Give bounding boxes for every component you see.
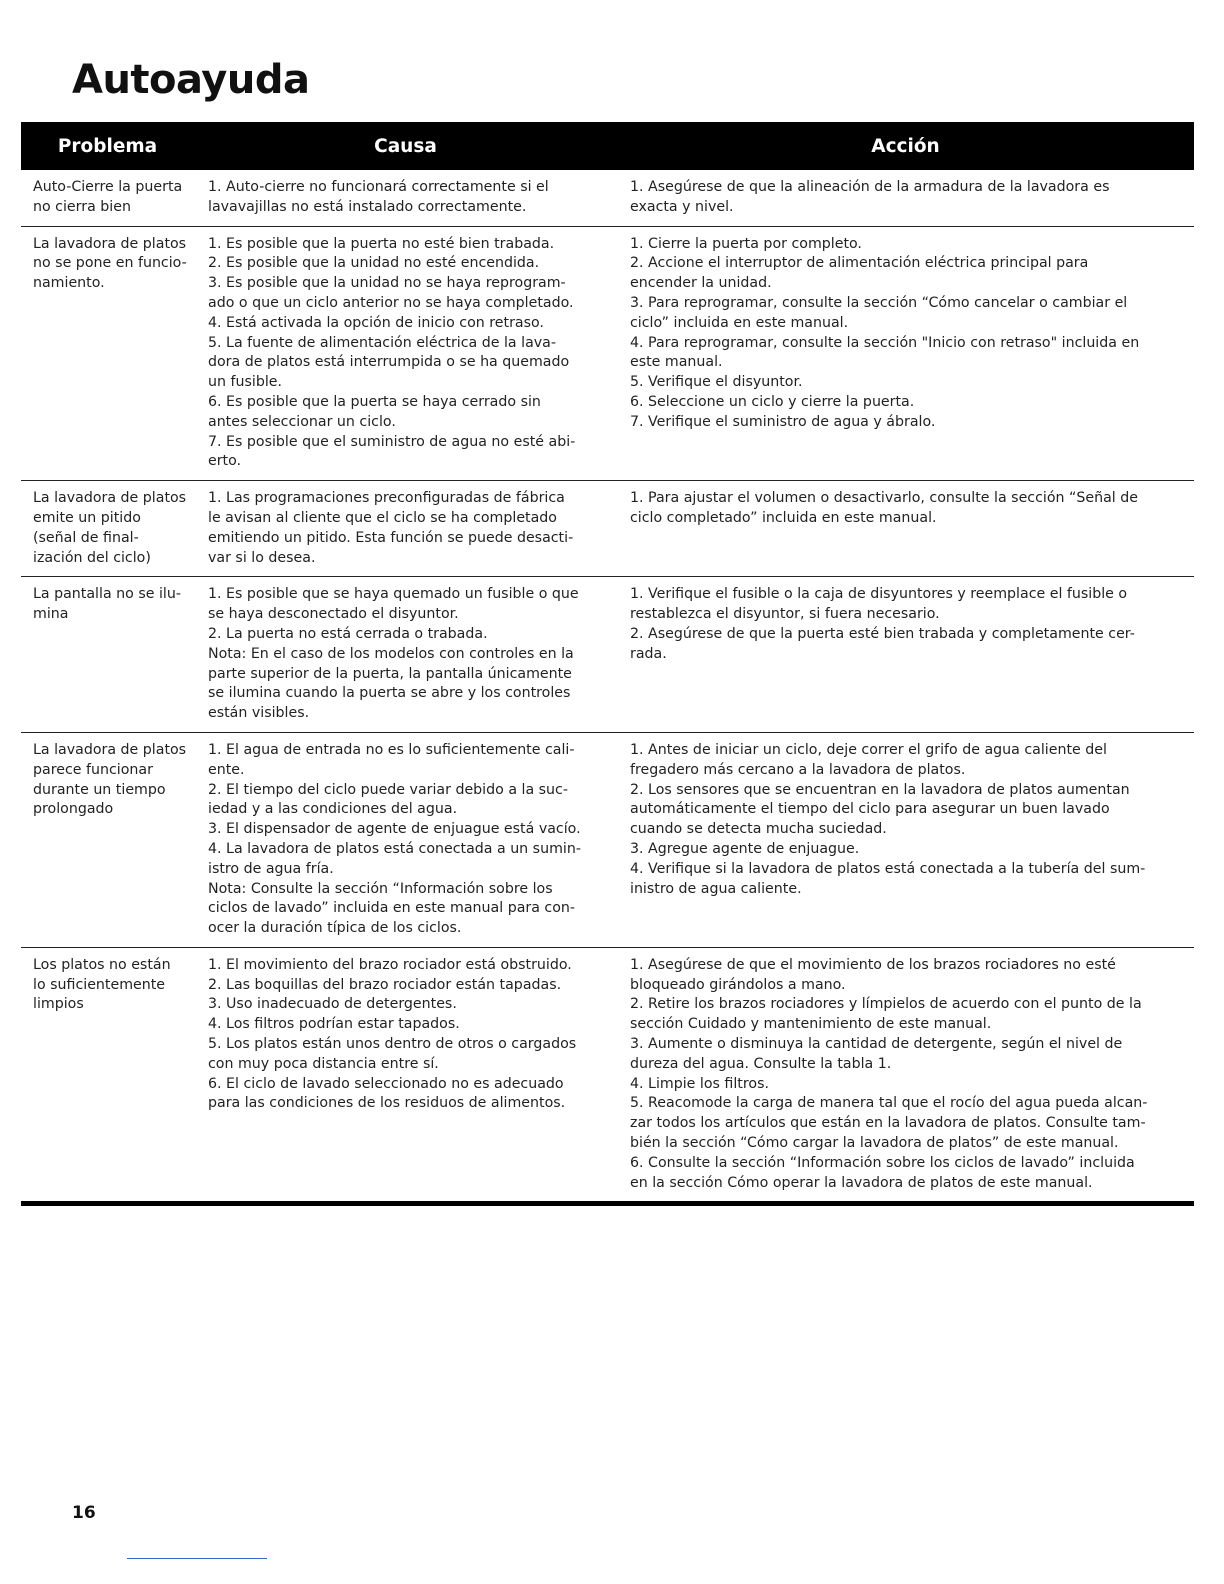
table-body: [21, 170, 1194, 1204]
action-cell: [617, 947, 1194, 1204]
action-text-line: sección Cuidado y mantenimiento de este manual.: [630, 1016, 992, 1033]
troubleshooting-table-container: [21, 122, 1194, 1206]
cause-text-line: antes seleccionar un ciclo.: [208, 413, 396, 430]
action-text-line: restablezca el disyuntor, si fuera necesario.: [630, 606, 940, 623]
action-text-line: automáticamente el tiempo del ciclo para asegurar un buen lavado: [630, 801, 1110, 818]
action-text-line: 4. Limpie los filtros.: [630, 1075, 769, 1092]
cause-text-line: lavavajillas no está instalado correctamente.: [208, 198, 527, 215]
problem-cell: [21, 577, 194, 733]
cause-text-line: emitiendo un pitido. Esta función se puede desacti-: [208, 529, 574, 546]
cause-text-line: 3. Uso inadecuado de detergentes.: [208, 996, 457, 1013]
cause-text-line: dora de platos está interrumpida o se ha quemado: [208, 354, 570, 371]
action-text-line: 3. Agregue agente de enjuague.: [630, 840, 860, 857]
table-row: [21, 577, 1194, 733]
cause-text-line: están visibles.: [208, 705, 310, 722]
action-text-line: encender la unidad.: [630, 275, 772, 292]
problem-text-line: (señal de final-: [33, 529, 139, 546]
cause-text-line: 2. La puerta no está cerrada o trabada.: [208, 625, 488, 642]
problem-text-line: no cierra bien: [33, 198, 131, 215]
problem-cell: [21, 732, 194, 947]
problem-text-line: emite un pitido: [33, 509, 141, 526]
problem-text-line: lo suficientemente: [33, 976, 166, 993]
troubleshooting-table: [21, 122, 1194, 1206]
cause-text-line: 1. Las programaciones preconfiguradas de fábrica: [208, 490, 565, 507]
action-text-line: 1. Asegúrese de que el movimiento de los brazos rociadores no esté: [630, 956, 1116, 973]
table-header: [21, 122, 1194, 170]
cause-text-line: 2. Las boquillas del brazo rociador están tapadas.: [208, 976, 562, 993]
action-text-line: 1. Cierre la puerta por completo.: [630, 235, 862, 252]
action-text-line: dureza del agua. Consulte la tabla 1.: [630, 1055, 892, 1072]
cause-text-line: 1. Auto-cierre no funcionará correctamente si el: [208, 179, 549, 195]
problem-text-line: ización del ciclo): [33, 549, 151, 566]
problem-text-line: Auto-Cierre la puerta: [33, 179, 183, 195]
cause-text-line: 1. El agua de entrada no es lo suficientemente cali-: [208, 741, 575, 758]
cause-text-line: 1. Es posible que se haya quemado un fusible o que: [208, 586, 579, 603]
problem-cell: [21, 947, 194, 1204]
action-text-line: 6. Consulte la sección “Información sobre los ciclos de lavado” incluida: [630, 1154, 1135, 1171]
problem-text-line: Los platos no están: [33, 956, 171, 973]
cause-text-line: ciclos de lavado” incluida en este manual para con-: [208, 900, 576, 917]
action-text-line: 1. Para ajustar el volumen o desactivarlo, consulte la sección “Señal de: [630, 490, 1138, 507]
cause-text-line: 7. Es posible que el suministro de agua no esté abi-: [208, 433, 576, 450]
cause-text-line: Nota: En el caso de los modelos con controles en la: [208, 645, 574, 662]
action-text-line: inistro de agua caliente.: [630, 880, 802, 897]
cause-text-line: istro de agua fría.: [208, 860, 334, 877]
action-cell: [617, 170, 1194, 226]
action-text-line: ciclo completado” incluida en este manual.: [630, 509, 937, 526]
cause-cell: [194, 170, 617, 226]
action-text-line: exacta y nivel.: [630, 198, 734, 215]
cause-text-line: 6. El ciclo de lavado seleccionado no es adecuado: [208, 1075, 564, 1092]
header-causa: Causa: [374, 135, 437, 157]
header-accion: Acción: [871, 135, 940, 157]
cause-text-line: para las condiciones de los residuos de alimentos.: [208, 1095, 566, 1112]
cause-text-line: 5. Los platos están unos dentro de otros o cargados: [208, 1036, 577, 1053]
cause-text-line: 1. Es posible que la puerta no esté bien trabada.: [208, 235, 555, 252]
cause-text-line: 3. Es posible que la unidad no se haya reprogram-: [208, 275, 566, 292]
action-text-line: fregadero más cercano a la lavadora de platos.: [630, 761, 966, 778]
action-text-line: bién la sección “Cómo cargar la lavadora de platos” de este manual.: [630, 1135, 1119, 1152]
cause-text-line: le avisan al cliente que el ciclo se ha completado: [208, 509, 557, 526]
action-text-line: 7. Verifique el suministro de agua y ábralo.: [630, 413, 936, 430]
cause-text-line: 4. La lavadora de platos está conectada a un sumin-: [208, 840, 581, 857]
header-row: [21, 122, 1194, 170]
table-row: [21, 947, 1194, 1204]
table-row: [21, 481, 1194, 577]
action-cell: [617, 577, 1194, 733]
action-text-line: 3. Para reprogramar, consulte la sección “Cómo cancelar o cambiar el: [630, 294, 1128, 311]
action-text-line: 6. Seleccione un ciclo y cierre la puerta.: [630, 393, 915, 410]
action-cell: [617, 732, 1194, 947]
action-text-line: ciclo” incluida en este manual.: [630, 314, 849, 331]
problem-text-line: parece funcionar: [33, 761, 153, 778]
cause-text-line: 4. Los filtros podrían estar tapados.: [208, 1016, 460, 1033]
page-number: 16: [72, 1503, 96, 1523]
header-problema: Problema: [57, 135, 158, 157]
problem-text-line: mina: [33, 606, 69, 623]
cause-cell: [194, 947, 617, 1204]
cause-text-line: un fusible.: [208, 374, 282, 391]
action-text-line: cuando se detecta mucha suciedad.: [630, 821, 887, 838]
action-text-line: 2. Los sensores que se encuentran en la lavadora de platos aumentan: [630, 781, 1130, 798]
action-text-line: 2. Asegúrese de que la puerta esté bien trabada y completamente cer-: [630, 625, 1135, 642]
cause-text-line: 2. El tiempo del ciclo puede variar debido a la suc-: [208, 781, 568, 798]
cause-text-line: 3. El dispensador de agente de enjuague está vacío.: [208, 821, 581, 838]
cause-text-line: 6. Es posible que la puerta se haya cerrado sin: [208, 393, 541, 410]
table-row: [21, 732, 1194, 947]
action-text-line: en la sección Cómo operar la lavadora de platos de este manual.: [630, 1174, 1093, 1191]
cause-text-line: ocer la duración típica de los ciclos.: [208, 920, 462, 937]
action-text-line: 2. Accione el interruptor de alimentación eléctrica principal para: [630, 255, 1089, 272]
problem-text-line: prolongado: [33, 801, 114, 818]
cause-text-line: con muy poca distancia entre sí.: [208, 1055, 439, 1072]
cause-text-line: Nota: Consulte la sección “Información sobre los: [208, 880, 553, 897]
cause-text-line: 4. Está activada la opción de inicio con retraso.: [208, 314, 544, 331]
problem-text-line: La lavadora de platos: [33, 490, 187, 507]
cause-text-line: erto.: [208, 453, 242, 470]
cause-text-line: ado o que un ciclo anterior no se haya completado.: [208, 294, 574, 311]
action-text-line: 4. Verifique si la lavadora de platos está conectada a la tubería del sum-: [630, 860, 1146, 877]
problem-text-line: limpios: [33, 996, 84, 1013]
footer-rule: [127, 1558, 267, 1559]
action-text-line: rada.: [630, 645, 667, 662]
action-text-line: zar todos los artículos que están en la lavadora de platos. Consulte tam-: [630, 1115, 1146, 1132]
problem-cell: [21, 226, 194, 481]
problem-text-line: namiento.: [33, 275, 105, 292]
cause-text-line: 1. El movimiento del brazo rociador está obstruido.: [208, 956, 572, 973]
cause-text-line: var si lo desea.: [208, 549, 316, 566]
action-text-line: 3. Aumente o disminuya la cantidad de detergente, según el nivel de: [630, 1036, 1123, 1053]
cause-cell: [194, 732, 617, 947]
table-row: [21, 226, 1194, 481]
action-text-line: 5. Reacomode la carga de manera tal que el rocío del agua pueda alcan-: [630, 1095, 1148, 1112]
action-text-line: 4. Para reprogramar, consulte la sección "Inicio con retraso" incluida en: [630, 334, 1140, 351]
action-text-line: este manual.: [630, 354, 723, 371]
action-text-line: 2. Retire los brazos rociadores y límpielos de acuerdo con el punto de la: [630, 996, 1142, 1013]
table-row: [21, 170, 1194, 226]
action-text-line: 1. Antes de iniciar un ciclo, deje correr el grifo de agua caliente del: [630, 741, 1107, 758]
problem-cell: [21, 481, 194, 577]
cause-text-line: 5. La fuente de alimentación eléctrica de la lava-: [208, 334, 556, 351]
page-title: Autoayuda: [72, 57, 310, 103]
problem-cell: [21, 170, 194, 226]
cause-text-line: 2. Es posible que la unidad no esté encendida.: [208, 255, 540, 272]
action-cell: [617, 226, 1194, 481]
action-text-line: bloqueado girándolos a mano.: [630, 976, 846, 993]
cause-cell: [194, 226, 617, 481]
cause-text-line: se haya desconectado el disyuntor.: [208, 606, 459, 623]
cause-text-line: se ilumina cuando la puerta se abre y los controles: [208, 685, 571, 702]
problem-text-line: La pantalla no se ilu-: [33, 586, 181, 603]
problem-text-line: no se pone en funcio-: [33, 255, 187, 272]
cause-cell: [194, 481, 617, 577]
action-text-line: 1. Asegúrese de que la alineación de la armadura de la lavadora es: [630, 179, 1110, 195]
action-text-line: 1. Verifique el fusible o la caja de disyuntores y reemplace el fusible o: [630, 586, 1128, 603]
action-cell: [617, 481, 1194, 577]
cause-cell: [194, 577, 617, 733]
cause-text-line: iedad y a las condiciones del agua.: [208, 801, 458, 818]
cause-text-line: ente.: [208, 761, 245, 778]
cause-text-line: parte superior de la puerta, la pantalla únicamente: [208, 665, 572, 682]
action-text-line: 5. Verifique el disyuntor.: [630, 374, 803, 391]
problem-text-line: durante un tiempo: [33, 781, 166, 798]
problem-text-line: La lavadora de platos: [33, 741, 187, 758]
problem-text-line: La lavadora de platos: [33, 235, 187, 252]
